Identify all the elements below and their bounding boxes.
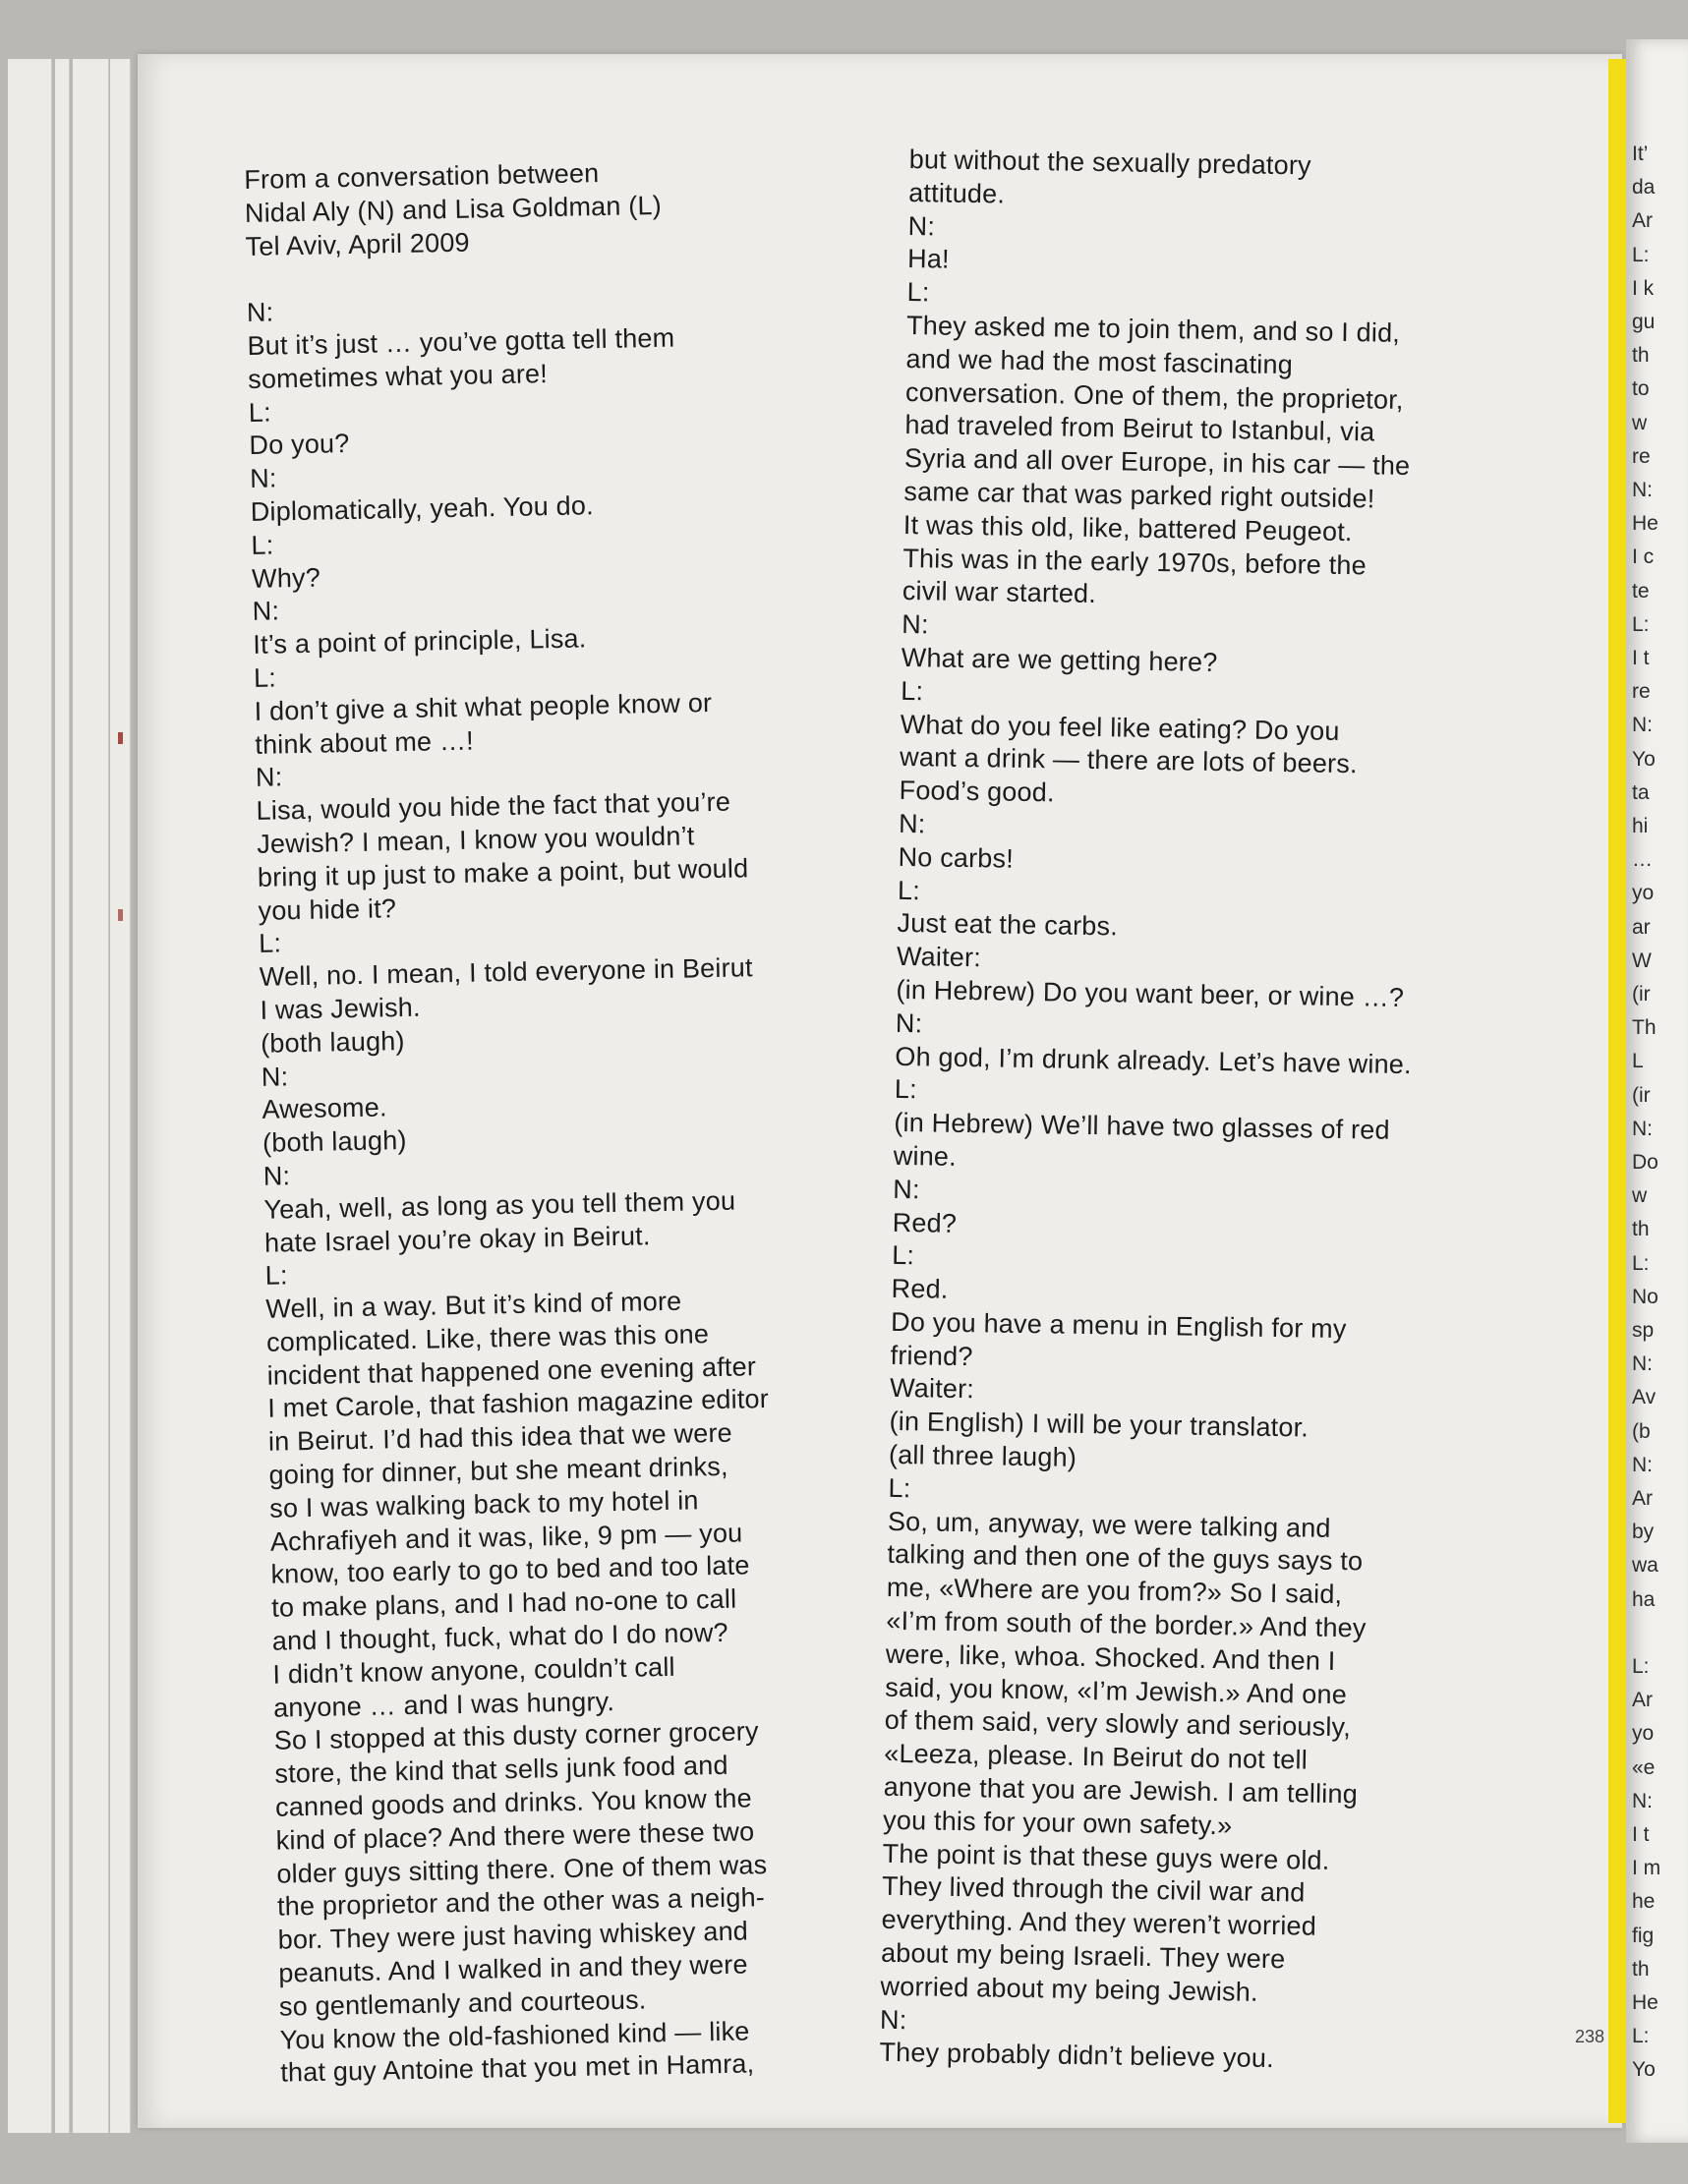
text-line: know, too early to go to bed and too late	[270, 1550, 750, 1590]
text-line: N:	[249, 463, 277, 494]
next-page-text-fragment: N:	[1632, 1789, 1653, 1812]
next-page-text-fragment: He	[1632, 512, 1659, 536]
text-line: It was this old, like, battered Peugeot.	[902, 509, 1353, 546]
text-line: complicated. Like, there was this one	[265, 1319, 710, 1357]
text-line: Red.	[891, 1273, 949, 1304]
next-page-text-fragment: Ar	[1632, 209, 1653, 233]
next-page-text-fragment: (b	[1632, 1419, 1651, 1443]
text-line: Well, no. I mean, I told everyone in Beirut	[259, 952, 753, 992]
text-line: L:	[251, 530, 274, 560]
text-line: bor. They were just having whiskey and	[277, 1916, 749, 1955]
text-line: Lisa, would you hide the fact that you’re	[256, 786, 731, 827]
text-line: and I thought, fuck, what do I do now?	[271, 1617, 728, 1656]
next-page-text-fragment: N:	[1632, 714, 1653, 737]
text-line: civil war started.	[902, 576, 1097, 609]
text-line: canned goods and drinks. You know the	[274, 1783, 753, 1822]
text-line: They probably didn’t believe you.	[879, 2038, 1275, 2074]
right-column-text	[879, 144, 1539, 2080]
text-line: So I stopped at this dusty corner grocery	[273, 1716, 759, 1756]
text-line: Yeah, well, as long as you tell them you	[263, 1185, 736, 1225]
text-line: This was in the early 1970s, before the	[902, 543, 1368, 580]
next-page-text-fragment: Ar	[1632, 1689, 1653, 1712]
text-line: you hide it?	[258, 892, 397, 926]
text-line: going for dinner, but she meant drinks,	[268, 1451, 728, 1490]
next-page-text-fragment: ta	[1632, 780, 1650, 804]
next-page-text-fragment: N:	[1632, 1117, 1653, 1140]
text-line: said, you know, «I’m Jewish.» And one	[885, 1672, 1348, 1709]
text-line: N:	[246, 297, 274, 328]
text-line: Do you?	[249, 429, 350, 461]
text-line: I didn’t know anyone, couldn’t call	[272, 1651, 675, 1690]
text-line: you this for your own safety.»	[882, 1805, 1233, 1841]
next-page-text-fragment: I t	[1632, 647, 1650, 669]
text-line: L:	[888, 1472, 911, 1504]
text-line: wine.	[893, 1140, 958, 1172]
next-page-text-fragment: W	[1632, 948, 1652, 972]
next-page-text-fragment: fig	[1632, 1924, 1655, 1947]
left-column-text	[247, 285, 910, 2091]
text-line: that guy Antoine that you met in Hamra,	[280, 2048, 755, 2089]
text-line: of them said, very slowly and seriously,	[884, 1705, 1352, 1743]
next-page-text-fragment: «e	[1632, 1755, 1656, 1779]
text-line: to make plans, and I had no-one to call	[270, 1583, 737, 1623]
next-page-text-fragment: re	[1632, 680, 1651, 704]
text-line: You know the old-fashioned kind — like	[279, 2016, 750, 2055]
page-leaf	[73, 59, 109, 2133]
text-line: What are we getting here?	[901, 642, 1218, 677]
next-page-fragment	[1626, 39, 1688, 2143]
next-page-text-fragment: Th	[1632, 1016, 1657, 1040]
page-number: 238	[1575, 2027, 1605, 2046]
text-line: N:	[898, 808, 926, 839]
next-page-text-fragment: by	[1632, 1521, 1655, 1544]
text-line: N:	[255, 762, 283, 793]
color-bleed-mark	[118, 909, 123, 921]
text-line: I met Carole, that fashion magazine editor	[267, 1384, 770, 1424]
text-line: L:	[901, 675, 924, 707]
text-line: N:	[907, 210, 936, 242]
next-page-text-fragment: Ar	[1632, 1487, 1653, 1510]
next-page-text-fragment: yo	[1632, 1722, 1655, 1746]
text-line: had traveled from Beirut to Istanbul, via	[904, 410, 1375, 447]
next-page-text-fragment: Yo	[1632, 747, 1656, 771]
text-line: (in Hebrew) Do you want beer, or wine …?	[896, 974, 1405, 1012]
next-page-text-fragment: I k	[1632, 276, 1655, 300]
next-page-text-fragment: N:	[1632, 1453, 1653, 1476]
next-page-text-fragment: I t	[1632, 1823, 1650, 1846]
text-line: anyone that you are Jewish. I am telling	[883, 1771, 1359, 1810]
text-line: N:	[261, 1061, 289, 1092]
next-page-text-fragment: hi	[1632, 815, 1649, 837]
next-page-text-fragment: ha	[1632, 1587, 1656, 1611]
text-line: everything. And they weren’t worried	[881, 1905, 1317, 1941]
next-page-text-fragment: wa	[1632, 1554, 1659, 1578]
text-line: Red?	[892, 1207, 958, 1238]
text-line: and we had the most fascinating	[905, 343, 1294, 379]
text-line: want a drink — there are lots of beers.	[899, 742, 1358, 779]
text-line: worried about my being Jewish.	[880, 1971, 1258, 2007]
next-page-text-fragment: Do	[1632, 1151, 1659, 1174]
text-line: peanuts. And I walked in and they were	[278, 1949, 748, 1988]
text-line: So, um, anyway, we were talking and	[887, 1506, 1331, 1543]
text-line: No carbs!	[898, 841, 1015, 874]
next-page-text-fragment: gu	[1632, 311, 1656, 333]
text-line: the proprietor and the other was a neigh-	[276, 1882, 766, 1923]
text-line: attitude.	[907, 177, 1006, 209]
next-page-text-fragment: (ir	[1632, 1083, 1651, 1107]
text-line: They asked me to join them, and so I did,	[905, 310, 1401, 348]
page-leaf	[110, 59, 131, 2133]
text-line: Why?	[251, 562, 321, 594]
text-line: I don’t give a shit what people know or	[254, 687, 713, 726]
next-page-text-fragment: L:	[1632, 1251, 1650, 1275]
text-line: Achrafiyeh and it was, like, 9 pm — you	[269, 1518, 743, 1557]
left-column	[244, 152, 910, 2091]
text-line: hate Israel you’re okay in Beirut.	[263, 1220, 651, 1258]
text-line: were, like, whoa. Shocked. And then I	[885, 1638, 1336, 1676]
text-line: Do you have a menu in English for my	[890, 1306, 1347, 1345]
text-line: older guys sitting there. One of them was	[276, 1849, 768, 1889]
next-page-text-fragment: da	[1632, 176, 1656, 200]
text-line: I was Jewish.	[260, 992, 421, 1025]
text-line: L:	[248, 397, 272, 428]
text-line: (both laugh)	[262, 1125, 407, 1158]
next-page-text-fragment: (ir	[1632, 983, 1651, 1006]
text-line: so I was walking back to my hotel in	[268, 1485, 699, 1523]
text-line: L:	[891, 1240, 915, 1271]
next-page-text-fragment: N:	[1632, 479, 1653, 501]
next-page-text-fragment: L:	[1632, 612, 1650, 636]
text-line: Diplomatically, yeah. You do.	[250, 490, 595, 527]
text-line: incident that happened one evening after	[266, 1351, 757, 1391]
text-line: They lived through the civil war and	[881, 1871, 1306, 1908]
next-page-text-fragment: to	[1632, 377, 1650, 401]
color-bleed-mark	[118, 732, 123, 744]
next-page-text-fragment: L:	[1632, 2025, 1650, 2048]
next-page-text-fragment: w	[1632, 411, 1648, 434]
text-line: in Beirut. I’d had this idea that we were	[267, 1417, 733, 1458]
next-page-text-fragment: Av	[1632, 1386, 1657, 1409]
header-line: From a conversation between	[244, 158, 600, 195]
next-page-text-fragment: th	[1632, 344, 1650, 368]
text-line: Awesome.	[262, 1092, 387, 1125]
next-page-text-fragment: he	[1632, 1890, 1656, 1914]
text-line: It’s a point of principle, Lisa.	[253, 623, 587, 661]
text-line: Jewish? I mean, I know you wouldn’t	[256, 821, 695, 859]
text-line: «Leeza, please. In Beirut do not tell	[884, 1739, 1309, 1775]
text-line: L:	[906, 277, 930, 308]
next-page-text-fragment: sp	[1632, 1319, 1655, 1342]
text-line: (both laugh)	[260, 1025, 405, 1059]
text-line: kind of place? And there were these two	[275, 1816, 755, 1856]
next-page-text-fragment: It’	[1632, 143, 1649, 165]
text-line: bring it up just to make a point, but would	[257, 853, 749, 892]
text-line: conversation. One of them, the proprietor,	[904, 376, 1404, 415]
page-stack-edge	[0, 59, 147, 2133]
text-line: talking and then one of the guys says to	[887, 1539, 1364, 1577]
next-page-text-fragment: L:	[1632, 1655, 1650, 1678]
next-page-text-fragment: No	[1632, 1285, 1659, 1308]
text-line: N:	[262, 1161, 291, 1191]
text-line: Oh god, I’m drunk already. Let’s have wine.	[895, 1041, 1412, 1079]
text-line: N:	[879, 2004, 907, 2035]
text-line: L:	[897, 875, 921, 905]
next-page-text-fragment: L:	[1632, 243, 1650, 266]
next-page-text-fragment: w	[1632, 1184, 1648, 1208]
text-line: friend?	[890, 1340, 973, 1371]
text-line: L:	[253, 662, 277, 693]
text-line: but without the sexually predatory	[908, 144, 1311, 181]
text-line: anyone … and I was hungry.	[272, 1686, 615, 1723]
text-line: L:	[264, 1260, 288, 1292]
text-line: Just eat the carbs.	[897, 908, 1119, 942]
yellow-page-edge	[1608, 59, 1626, 2123]
text-line: Food’s good.	[899, 776, 1055, 808]
text-line: Well, in a way. But it’s kind of more	[265, 1286, 682, 1324]
text-line: L:	[258, 928, 282, 959]
next-page-text-fragment: I c	[1632, 546, 1655, 569]
next-page-text-fragment: re	[1632, 444, 1651, 468]
text-line: (in English) I will be your translator.	[889, 1407, 1310, 1443]
text-line: so gentlemanly and courteous.	[278, 1984, 647, 2022]
text-line: Waiter:	[896, 942, 982, 973]
text-line: The point is that these guys were old.	[882, 1838, 1330, 1875]
next-page-text-fragment: th	[1632, 1218, 1650, 1241]
text-line: Waiter:	[889, 1373, 975, 1405]
text-line: Ha!	[906, 244, 951, 275]
text-line: N:	[902, 609, 929, 640]
text-line: Syria and all over Europe, in his car — the	[903, 443, 1411, 482]
text-line: N:	[252, 596, 280, 627]
text-line: (all three laugh)	[888, 1439, 1077, 1472]
text-line: same car that was parked right outside!	[903, 476, 1375, 514]
header-line: Tel Aviv, April 2009	[245, 227, 470, 261]
text-line: What do you feel like eating? Do you	[900, 709, 1340, 746]
text-line: think about me …!	[255, 725, 475, 760]
next-page-text-fragment: I m	[1632, 1857, 1661, 1880]
text-line: store, the kind that sells junk food and	[274, 1751, 728, 1789]
conversation-header	[244, 152, 875, 264]
text-line: L:	[894, 1074, 918, 1105]
next-page-text-fragment: He	[1632, 1991, 1659, 2014]
text-line: (in Hebrew) We’ll have two glasses of red	[894, 1107, 1390, 1145]
text-line: But it’s just … you’ve gotta tell them	[247, 322, 675, 361]
next-page-text-fragment: th	[1632, 1957, 1650, 1981]
next-page-text-fragment: N:	[1632, 1352, 1653, 1376]
text-line: me, «Where are you from?» So I said,	[886, 1573, 1343, 1610]
next-page-text-fragment: te	[1632, 579, 1650, 603]
right-column	[879, 144, 1539, 2080]
text-line: «I’m from south of the border.» And they	[886, 1605, 1367, 1643]
text-line: N:	[893, 1174, 920, 1205]
header-line: Nidal Aly (N) and Lisa Goldman (L)	[244, 190, 663, 228]
text-line: N:	[895, 1007, 923, 1039]
text-line: about my being Israeli. They were	[880, 1937, 1286, 1975]
next-page-text-fragment: Yo	[1632, 2058, 1656, 2082]
text-line: sometimes what you are!	[247, 358, 549, 394]
next-page-text-fragment: …	[1632, 848, 1653, 872]
next-page-text-fragment: L	[1632, 1050, 1644, 1073]
next-page-text-fragment: ar	[1632, 915, 1651, 939]
page-leaf	[55, 59, 70, 2133]
page-leaf	[8, 59, 52, 2133]
next-page-text-fragment: yo	[1632, 882, 1655, 905]
